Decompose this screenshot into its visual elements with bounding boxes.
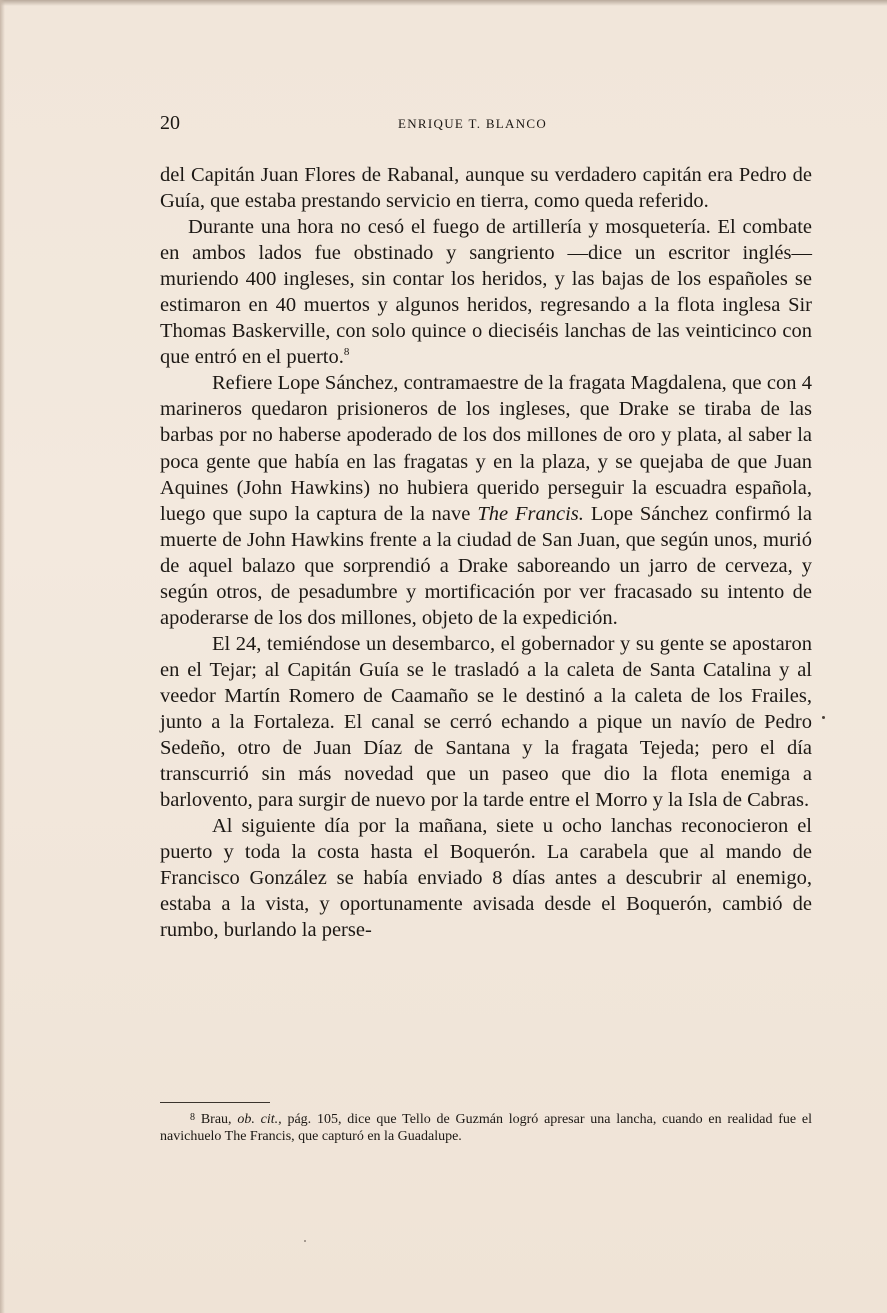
ship-name: The Francis. (477, 502, 584, 525)
footnote-reference: 8 (343, 346, 350, 359)
paragraph-4: El 24, temiéndose un desembarco, el gobernador y su gente se apostaron en el Tejar; al Capitán Guía se le trasladó a la caleta de Santa Catalina y al veedor Martín Romero de Caamaño se le destinó a la caleta de los Frailes, junto a la Fortaleza. El canal se cerró echando a pique un navío de Pedro Sedeño, otro de Juan Díaz de Santana y la fragata Tejeda; pero el día transcurrió sin más novedad que un paseo que dio la flota enemiga a barlovento, para surgir de nuevo por la tarde entre el Morro y la Isla de Cabras. (160, 632, 812, 812)
page-left-edge (0, 0, 5, 1313)
footnote-marker: 8 (190, 1112, 195, 1123)
paper-speck (304, 1240, 306, 1242)
paragraph-2 (160, 214, 812, 370)
running-head: ENRIQUE T. BLANCO (398, 116, 548, 131)
paragraph-2-text: Durante una hora no cesó el fuego de artillería y mosquetería. El combate en ambos lados fue obstinado y sangriento —dice un escritor inglés— muriendo 400 ingleses, sin contar los heridos, y las bajas de los españoles se estimaron en 40 muertos y algunos heridos, regresando a la flota inglesa Sir Thomas Baskerville, con solo quince o dieciséis lanchas de las veinticinco con que entró en el puerto. (160, 216, 812, 369)
paragraph-3 (160, 370, 812, 630)
page-number: 20 (160, 112, 180, 134)
paper-speck (822, 716, 825, 719)
footnote-divider (160, 1102, 270, 1103)
page-top-edge (0, 0, 887, 6)
body-text (160, 162, 812, 943)
footnote-text-before: Brau, (200, 1112, 232, 1127)
paragraph-5: Al siguiente día por la mañana, siete u ocho lanchas reconocieron el puerto y toda la costa hasta el Boquerón. La carabela que al mando de Francisco González se había enviado 8 días antes a descubrir al enemigo, estaba a la vista, y oportunamente avisada desde el Boquerón, cambió de rumbo, burlando la perse- (160, 815, 812, 942)
page-header (160, 112, 812, 136)
footnote (160, 1110, 812, 1145)
footnote-citation: ob. cit., (237, 1112, 282, 1127)
paragraph-3-text-before: Refiere Lope Sánchez, contramaestre de la fragata Magdalena, que con 4 marineros quedaron prisioneros de los ingleses, que Drake se tiraba de las barbas por no haberse apoderado de los dos millones de oro y plata, al saber la poca gente que había en las fragatas y en la plaza, y se quejaba de que Juan Aquines (John Hawkins) no hubiera querido perseguir la escuadra española, luego que supo la captura de la nave (160, 372, 812, 525)
footnote-text-after: pág. 105, dice que Tello de Guzmán logró apresar una lancha, cuando en realidad fue el navichuelo The Francis, que capturó en la Guadalupe. (160, 1112, 813, 1144)
paragraph-3-text-after: Lope Sánchez confirmó la muerte de John Hawkins frente a la ciudad de San Juan, que según unos, murió de aquel balazo que sorprendió a Drake saboreando un jarro de cerveza, y según otros, de pesadumbre y mortificación por ver fracasado su intento de apoderarse de los dos millones, objeto de la expedición. (160, 502, 813, 629)
paragraph-1: del Capitán Juan Flores de Rabanal, aunque su verdadero capitán era Pedro de Guía, que estaba prestando servicio en tierra, como queda referido. (160, 164, 812, 213)
